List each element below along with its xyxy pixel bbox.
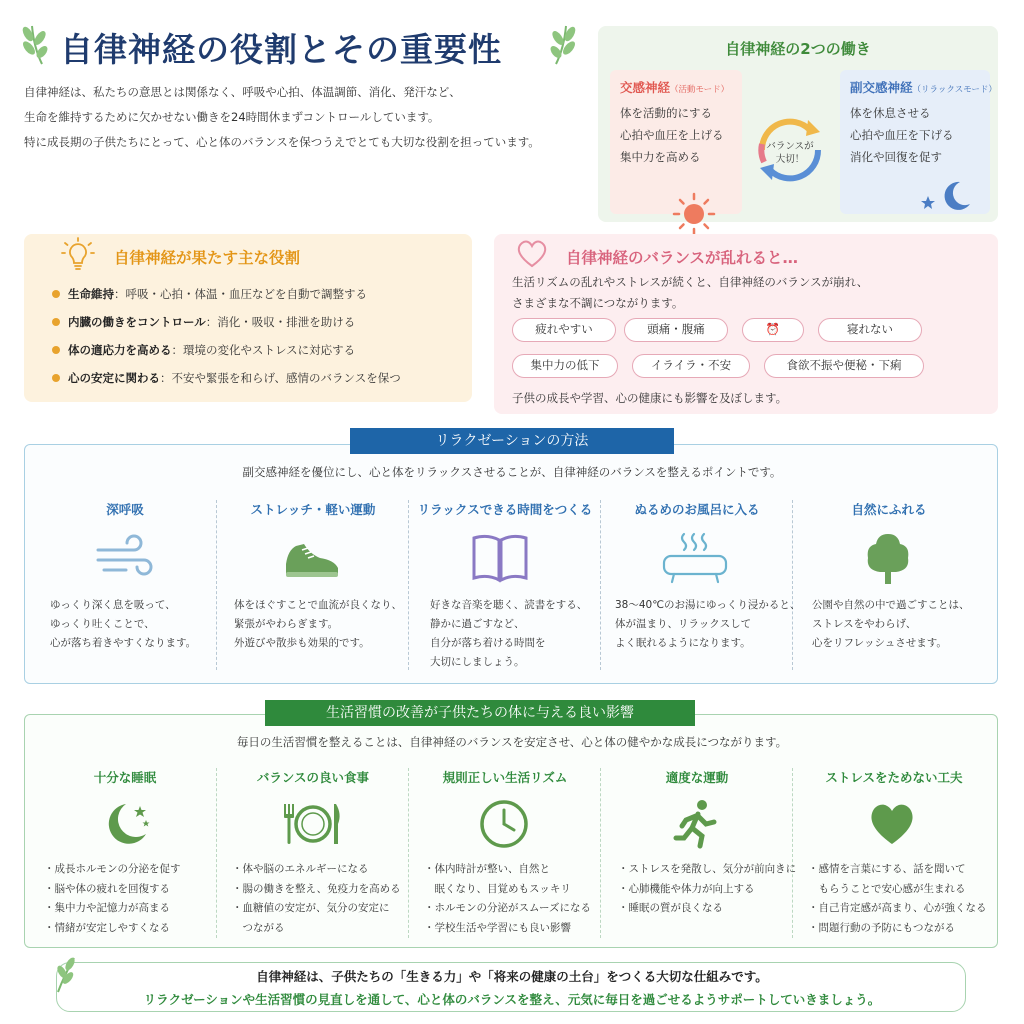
sneaker-icon xyxy=(280,534,344,582)
method-text xyxy=(430,596,587,672)
method-line: 体が温まり、リラックスして xyxy=(615,618,752,630)
role-text: ：消化・吸収・排泄を助ける xyxy=(205,315,356,329)
habit-bullet: ・脳や体の疲れを回復する xyxy=(44,882,170,895)
habit-title: 適度な運動 xyxy=(665,770,729,785)
intro-line: 自律神経は、私たちの意思とは関係なく、呼吸や心拍、体温調節、消化、発汗など、 xyxy=(24,85,461,99)
habit-bullet: 眠くなり、目覚めもスッキリ xyxy=(424,882,571,895)
bathtub-icon xyxy=(660,530,730,586)
balance-text: 生活リズムの乱れやストレスが続くと、自律神経のバランスが崩れ、 xyxy=(512,275,869,289)
symptom-pill: イライラ・不安 xyxy=(632,354,750,378)
method-line: 心が落ち着きやすくなります。 xyxy=(50,637,197,649)
sympathetic-item: 心拍や血圧を上げる xyxy=(620,128,724,142)
method-line: 静かに過ごすなど、 xyxy=(430,618,525,630)
intro-text xyxy=(24,80,594,155)
habit-bullet: ・体内時計が整い、自然と xyxy=(424,863,550,875)
role-text: ：不安や緊張を和らげ、感情のバランスを保つ xyxy=(160,371,401,385)
footer-line-2: リラクゼーションや生活習慣の見直しを通して、心と体のバランスを整え、元気に毎日を過ごせるようサポートしていきましょう。 xyxy=(143,992,881,1007)
habit-bullet: ・血糖値の安定が、気分の安定に xyxy=(232,902,390,914)
relaxation-banner: リラクゼーションの方法 xyxy=(350,428,674,454)
role-text: ：環境の変化やストレスに対応する xyxy=(171,343,356,357)
role-item xyxy=(52,342,355,358)
habit-bullets xyxy=(808,860,987,938)
parasympathetic-heading xyxy=(850,78,997,96)
leaf-branch-right-icon xyxy=(546,22,578,66)
habit-title: 十分な睡眠 xyxy=(93,770,157,785)
method-line: 外遊びや散歩も効果的です。 xyxy=(234,637,370,649)
balance-title: 自律神経のバランスが乱れると… xyxy=(566,249,799,267)
balance-footer-text: 子供の成長や学習、心の健康にも影響を及ぼします。 xyxy=(512,391,788,405)
method-line: よく眠れるようになります。 xyxy=(615,637,751,649)
method-line: 38〜40℃のお湯にゆっくり浸かると、 xyxy=(615,599,801,611)
role-item xyxy=(52,286,367,302)
intro-line: 特に成長期の子供たちにとって、心と体のバランスを保つうえでとても大切な役割を担っています。 xyxy=(24,135,540,149)
method-line: 心をリフレッシュさせます。 xyxy=(812,637,947,649)
book-icon xyxy=(468,532,532,584)
method-line: ストレスをやわらげ、 xyxy=(812,618,917,630)
method-line: 公園や自然の中で過ごすことは、 xyxy=(812,599,970,611)
parasympathetic-name: 副交感神経 xyxy=(850,80,913,95)
method-line: 自分が落ち着ける時間を xyxy=(430,637,546,649)
method-title: ストレッチ・軽い運動 xyxy=(250,502,376,517)
two-functions-panel xyxy=(598,26,998,222)
intro-line: 生命を維持するために欠かせない働きを24時間休まずコントロールしています。 xyxy=(24,110,440,124)
leaf-branch-left-icon xyxy=(20,22,52,66)
parasympathetic-item: 消化や回復を促す xyxy=(850,150,942,164)
column-divider xyxy=(600,500,601,670)
symptom-pill: 寝れない xyxy=(818,318,922,342)
wind-icon xyxy=(94,532,158,584)
parasympathetic-card xyxy=(840,70,997,214)
balance-center-label xyxy=(750,140,830,166)
habit-title: バランスの良い食事 xyxy=(256,770,370,785)
sympathetic-mode: （活動モード） xyxy=(670,85,730,95)
method-line: 好きな音楽を聴く、読書をする、 xyxy=(430,599,588,611)
column-divider xyxy=(408,500,409,670)
method-line: 体をほぐすことで血流が良くなり、 xyxy=(234,599,402,611)
footer-line-1: 自律神経は、子供たちの「生きる力」や「将来の健康の土台」をつくる大切な仕組みです。 xyxy=(256,969,768,984)
tree-icon xyxy=(862,530,914,586)
habit-bullet: ・睡眠の質が良くなる xyxy=(618,902,723,914)
symptom-pill: 集中力の低下 xyxy=(512,354,618,378)
role-label: 内臓の働きをコントロール xyxy=(68,315,206,329)
habit-bullet: ・ストレスを発散し、気分が前向きに xyxy=(618,863,797,875)
role-text: ：呼吸・心拍・体温・血圧などを自動で調整する xyxy=(114,287,367,301)
sympathetic-heading xyxy=(620,78,736,96)
roles-title: 自律神経が果たす主な役割 xyxy=(114,249,301,267)
method-text xyxy=(812,596,970,653)
method-line: ゆっくり吐くことで、 xyxy=(50,618,155,630)
habit-bullets xyxy=(424,860,591,938)
symptom-pill: 食欲不振や便秘・下痢 xyxy=(764,354,924,378)
habit-bullet: ・心肺機能や体力が向上する xyxy=(618,882,755,895)
page-title: 自律神経の役割とその重要性 xyxy=(60,30,502,69)
method-text xyxy=(50,596,196,653)
habit-bullets xyxy=(232,860,401,938)
sympathetic-name: 交感神経 xyxy=(620,80,671,95)
two-functions-title: 自律神経の2つの働き xyxy=(725,40,871,58)
habit-bullet: ・体や脳のエネルギーになる xyxy=(232,863,369,875)
method-line: 緊張がやわらぎます。 xyxy=(234,618,339,630)
habit-title: ストレスをためない工夫 xyxy=(825,770,963,785)
balance-panel xyxy=(494,234,998,414)
heart-icon xyxy=(866,800,918,846)
column-divider xyxy=(408,768,409,938)
role-label: 生命維持 xyxy=(68,287,114,301)
sympathetic-item: 集中力を高める xyxy=(620,150,701,164)
habit-bullet: ・情緒が安定しやすくなる xyxy=(44,921,170,934)
habits-banner: 生活習慣の改善が子供たちの体に与える良い影響 xyxy=(265,700,695,726)
balance-text: さまざまな不調につながります。 xyxy=(512,296,684,310)
role-label: 体の適応力を高める xyxy=(68,343,172,357)
heart-outline-icon xyxy=(514,238,550,270)
habit-bullet: ・問題行動の予防にもつながる xyxy=(808,921,955,934)
habit-bullets xyxy=(618,860,796,919)
moon-stars-icon xyxy=(100,800,152,848)
lightbulb-icon xyxy=(60,234,96,274)
column-divider xyxy=(216,768,217,938)
moon-stars-icon xyxy=(914,178,974,214)
sun-icon xyxy=(670,190,718,238)
habits-description: 毎日の生活習慣を整えることは、自律神経のバランスを安定させ、心と体の健やかな成長につながります。 xyxy=(236,735,788,749)
balance-label-line: バランスが xyxy=(766,141,814,152)
column-divider xyxy=(216,500,217,670)
habit-bullet: ・感情を言葉にする、話を聞いて xyxy=(808,863,966,875)
method-title: 深呼吸 xyxy=(106,502,144,517)
habit-bullet: ・自己肯定感が高まり、心が強くなる xyxy=(808,902,987,914)
method-title: 自然にふれる xyxy=(851,502,927,517)
balance-label-line: 大切！ xyxy=(775,154,805,165)
habit-title: 規則正しい生活リズム xyxy=(442,770,568,785)
habit-bullet: ・腸の働きを整え、免疫力を高める xyxy=(232,882,401,895)
method-title: ぬるめのお風呂に入る xyxy=(634,502,760,517)
clock-icon xyxy=(478,798,530,850)
habit-bullet: ・集中力や記憶力が高まる xyxy=(44,902,170,914)
method-line: ゆっくり深く息を吸って、 xyxy=(50,599,176,611)
symptom-pill: 疲れやすい xyxy=(512,318,616,342)
roles-panel xyxy=(24,234,472,402)
sympathetic-item: 体を活動的にする xyxy=(620,106,712,120)
habit-bullet: ・ホルモンの分泌がスムーズになる xyxy=(424,902,591,914)
parasympathetic-mode: （リラックスモード） xyxy=(912,85,997,95)
habit-bullet: ・学校生活や学習にも良い影響 xyxy=(424,921,571,934)
relaxation-description: 副交感神経を優位にし、心と体をリラックスさせることが、自律神経のバランスを整えるポイントです。 xyxy=(242,465,782,479)
running-icon xyxy=(672,798,720,850)
method-text xyxy=(615,596,800,653)
role-item xyxy=(52,314,355,330)
method-title: リラックスできる時間をつくる xyxy=(417,502,593,517)
parasympathetic-item: 体を休息させる xyxy=(850,106,931,120)
role-item xyxy=(52,370,401,386)
habit-bullets xyxy=(44,860,181,938)
method-line: 大切にしましょう。 xyxy=(430,656,525,668)
plate-cutlery-icon xyxy=(280,800,346,848)
habit-bullet: つながる xyxy=(232,921,285,934)
parasympathetic-item: 心拍や血圧を下げる xyxy=(850,128,954,142)
symptom-pill: 頭痛・腹痛 xyxy=(624,318,728,342)
column-divider xyxy=(600,768,601,938)
habit-bullet: ・成長ホルモンの分泌を促す xyxy=(44,863,181,875)
role-label: 心の安定に関わる xyxy=(68,371,160,385)
sympathetic-card xyxy=(610,70,742,214)
method-text xyxy=(234,596,402,653)
symptom-pill: ⏰ xyxy=(742,318,804,342)
habit-bullet: もらうことで安心感が生まれる xyxy=(808,882,966,895)
